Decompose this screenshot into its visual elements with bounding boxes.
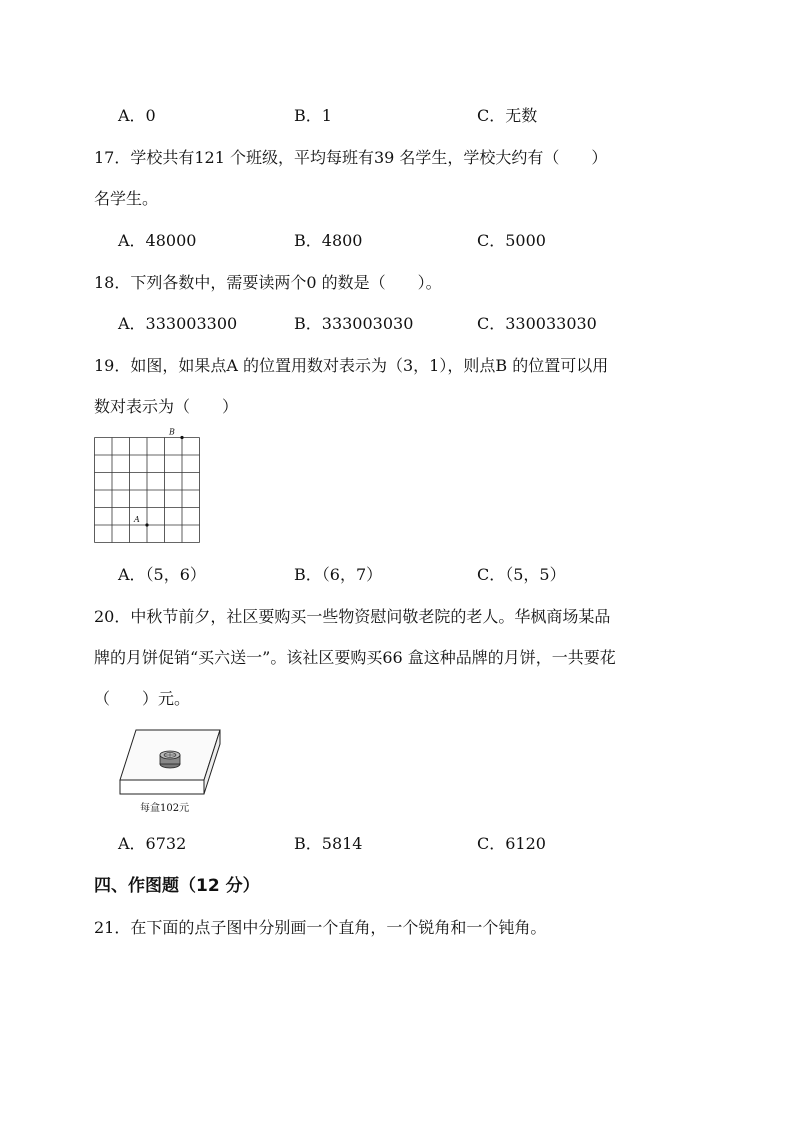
q17-option-b[interactable]: B．4800 xyxy=(294,231,363,250)
q18-option-c[interactable]: C．330033030 xyxy=(477,314,597,333)
q17-text-line1: 17．学校共有121 个班级，平均每班有39 名学生，学校大约有（ ） xyxy=(94,148,608,167)
mooncake-icon xyxy=(160,751,180,768)
mooncake-box-illustration xyxy=(118,728,224,818)
q17-text-line2: 名学生。 xyxy=(94,189,159,208)
grid-lines xyxy=(95,438,200,543)
point-a-marker xyxy=(145,523,148,526)
q17-option-c[interactable]: C．5000 xyxy=(477,231,546,250)
q19-option-a[interactable]: A．（5，6） xyxy=(118,565,206,584)
q16-option-b[interactable]: B．1 xyxy=(294,106,332,125)
point-b-marker xyxy=(180,436,183,439)
q18-option-a[interactable]: A．333003300 xyxy=(118,314,238,333)
box-front-face xyxy=(120,780,204,794)
q20-option-a[interactable]: A．6732 xyxy=(118,834,187,853)
point-b-label: B xyxy=(169,427,175,437)
q20-text-line2: 牌的月饼促销“买六送一”。该社区要购买66 盒这种品牌的月饼，一共要花 xyxy=(94,648,616,667)
q18-option-b[interactable]: B．333003030 xyxy=(294,314,414,333)
point-a-label: A xyxy=(134,515,140,524)
q21-text-line1: 21．在下面的点子图中分别画一个直角，一个锐角和一个钝角。 xyxy=(94,918,547,937)
q18-text-line1: 18．下列各数中，需要读两个0 的数是（ ）。 xyxy=(94,273,442,292)
q19-option-b[interactable]: B．（6，7） xyxy=(294,565,383,584)
q19-text-line1: 19．如图，如果点A 的位置用数对表示为（3，1），则点B 的位置可以用 xyxy=(94,356,609,375)
box-price-caption: 每盒102元 xyxy=(140,803,190,814)
q20-text-line1: 20．中秋节前夕，社区要购买一些物资慰问敬老院的老人。华枫商场某品 xyxy=(94,607,611,626)
q19-text-line2: 数对表示为（ ） xyxy=(94,397,239,416)
section-4-title: 四、作图题（12 分） xyxy=(94,876,260,896)
q20-text-line3: （ ）元。 xyxy=(94,689,191,708)
q20-option-b[interactable]: B．5814 xyxy=(294,834,363,853)
q17-option-a[interactable]: A．48000 xyxy=(118,231,197,250)
q20-option-c[interactable]: C．6120 xyxy=(477,834,546,853)
q16-option-c[interactable]: C．无数 xyxy=(477,106,538,125)
q19-coordinate-grid xyxy=(93,427,203,544)
q16-option-a[interactable]: A．0 xyxy=(118,106,156,125)
q19-option-c[interactable]: C．（5，5） xyxy=(477,565,566,584)
